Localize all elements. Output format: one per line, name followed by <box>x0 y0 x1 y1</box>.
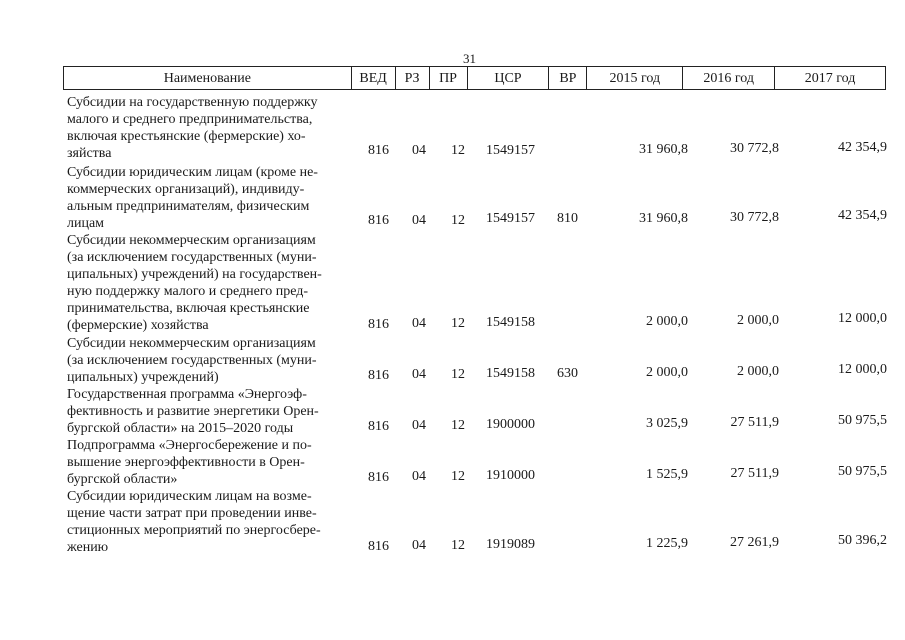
cell-csr: 1549158 <box>486 315 535 330</box>
name-line: щение части затрат при проведении инве- <box>67 506 317 521</box>
name-line: коммерческих организаций), индивиду- <box>67 182 305 197</box>
header-2017: 2017 год <box>775 67 886 89</box>
name-line: бургской области» <box>67 472 178 487</box>
row-name <box>67 488 357 556</box>
table-header <box>63 66 886 90</box>
cell-pr: 12 <box>451 213 465 228</box>
cell-rz: 04 <box>412 538 426 553</box>
cell-rz: 04 <box>412 143 426 158</box>
header-csr: ЦСР <box>468 67 550 89</box>
cell-rz: 04 <box>412 418 426 433</box>
cell-2016: 27 261,9 <box>730 535 779 550</box>
cell-2015: 1 225,9 <box>646 536 688 551</box>
cell-rz: 04 <box>412 316 426 331</box>
name-line: лицам <box>67 216 105 231</box>
cell-ved: 816 <box>368 419 389 434</box>
cell-vr: 810 <box>557 211 578 226</box>
cell-2015: 1 525,9 <box>646 467 688 482</box>
cell-2016: 30 772,8 <box>730 210 779 225</box>
cell-2017: 12 000,0 <box>838 362 887 377</box>
name-line: вышение энергоэффективности в Орен- <box>67 455 305 470</box>
cell-2015: 2 000,0 <box>646 314 688 329</box>
cell-csr: 1549157 <box>486 143 535 158</box>
row-name <box>67 232 357 334</box>
header-vr: ВР <box>549 67 587 89</box>
cell-2017: 50 396,2 <box>838 533 887 548</box>
cell-2015: 31 960,8 <box>639 211 688 226</box>
cell-pr: 12 <box>451 418 465 433</box>
cell-pr: 12 <box>451 143 465 158</box>
cell-pr: 12 <box>451 367 465 382</box>
cell-2015: 3 025,9 <box>646 416 688 431</box>
name-line: Подпрограмма «Энергосбережение и по- <box>67 438 312 453</box>
name-line: ципальных) учреждений) <box>67 370 219 385</box>
cell-pr: 12 <box>451 469 465 484</box>
header-ved: ВЕД <box>352 67 396 89</box>
cell-2017: 50 975,5 <box>838 464 887 479</box>
cell-csr: 1549157 <box>486 211 535 226</box>
cell-2016: 27 511,9 <box>730 415 779 430</box>
row-name <box>67 164 357 232</box>
name-line: зяйства <box>67 146 112 161</box>
cell-2017: 50 975,5 <box>838 413 887 428</box>
cell-csr: 1549158 <box>486 366 535 381</box>
cell-2017: 12 000,0 <box>838 311 887 326</box>
cell-ved: 816 <box>368 470 389 485</box>
cell-pr: 12 <box>451 316 465 331</box>
name-line: Субсидии некоммерческим организациям <box>67 233 316 248</box>
row-name <box>67 94 357 162</box>
cell-2017: 42 354,9 <box>838 140 887 155</box>
name-line: малого и среднего предпринимательства, <box>67 112 313 127</box>
name-line: Государственная программа «Энергоэф- <box>67 387 307 402</box>
cell-csr: 1919089 <box>486 537 535 552</box>
name-line: (за исключением государственных (муни- <box>67 353 317 368</box>
name-line: стиционных мероприятий по энергосбере- <box>67 523 321 538</box>
name-line: фективность и развитие энергетики Орен- <box>67 404 319 419</box>
header-2016: 2016 год <box>683 67 775 89</box>
cell-2016: 2 000,0 <box>737 313 779 328</box>
cell-2016: 27 511,9 <box>730 466 779 481</box>
name-line: принимательства, включая крестьянские <box>67 301 310 316</box>
page-number: 31 <box>463 51 476 66</box>
name-line: включая крестьянские (фермерские) хо- <box>67 129 306 144</box>
row-name <box>67 386 357 437</box>
name-line: Субсидии юридическим лицам (кроме не- <box>67 165 318 180</box>
cell-csr: 1910000 <box>486 468 535 483</box>
name-line: Субсидии некоммерческим организациям <box>67 336 316 351</box>
header-pr: ПР <box>430 67 468 89</box>
cell-2017: 42 354,9 <box>838 208 887 223</box>
cell-csr: 1900000 <box>486 417 535 432</box>
header-rz: РЗ <box>396 67 430 89</box>
name-line: жению <box>67 540 109 555</box>
cell-ved: 816 <box>368 143 389 158</box>
header-name: Наименование <box>64 67 352 89</box>
name-line: ципальных) учреждений) на государствен- <box>67 267 322 282</box>
cell-vr: 630 <box>557 366 578 381</box>
cell-2015: 2 000,0 <box>646 365 688 380</box>
cell-2015: 31 960,8 <box>639 142 688 157</box>
name-line: бургской области» на 2015–2020 годы <box>67 421 294 436</box>
name-line: (за исключением государственных (муни- <box>67 250 317 265</box>
cell-2016: 30 772,8 <box>730 141 779 156</box>
cell-rz: 04 <box>412 469 426 484</box>
name-line: альным предпринимателям, физическим <box>67 199 310 214</box>
cell-rz: 04 <box>412 213 426 228</box>
name-line: Субсидии на государственную поддержку <box>67 95 318 110</box>
name-line: (фермерские) хозяйства <box>67 318 209 333</box>
cell-2016: 2 000,0 <box>737 364 779 379</box>
header-2015: 2015 год <box>587 67 683 89</box>
row-name <box>67 437 357 488</box>
name-line: Субсидии юридическим лицам на возме- <box>67 489 312 504</box>
cell-ved: 816 <box>368 539 389 554</box>
cell-ved: 816 <box>368 317 389 332</box>
row-name <box>67 335 357 386</box>
cell-rz: 04 <box>412 367 426 382</box>
cell-ved: 816 <box>368 368 389 383</box>
cell-pr: 12 <box>451 538 465 553</box>
cell-ved: 816 <box>368 213 389 228</box>
name-line: ную поддержку малого и среднего пред- <box>67 284 309 299</box>
